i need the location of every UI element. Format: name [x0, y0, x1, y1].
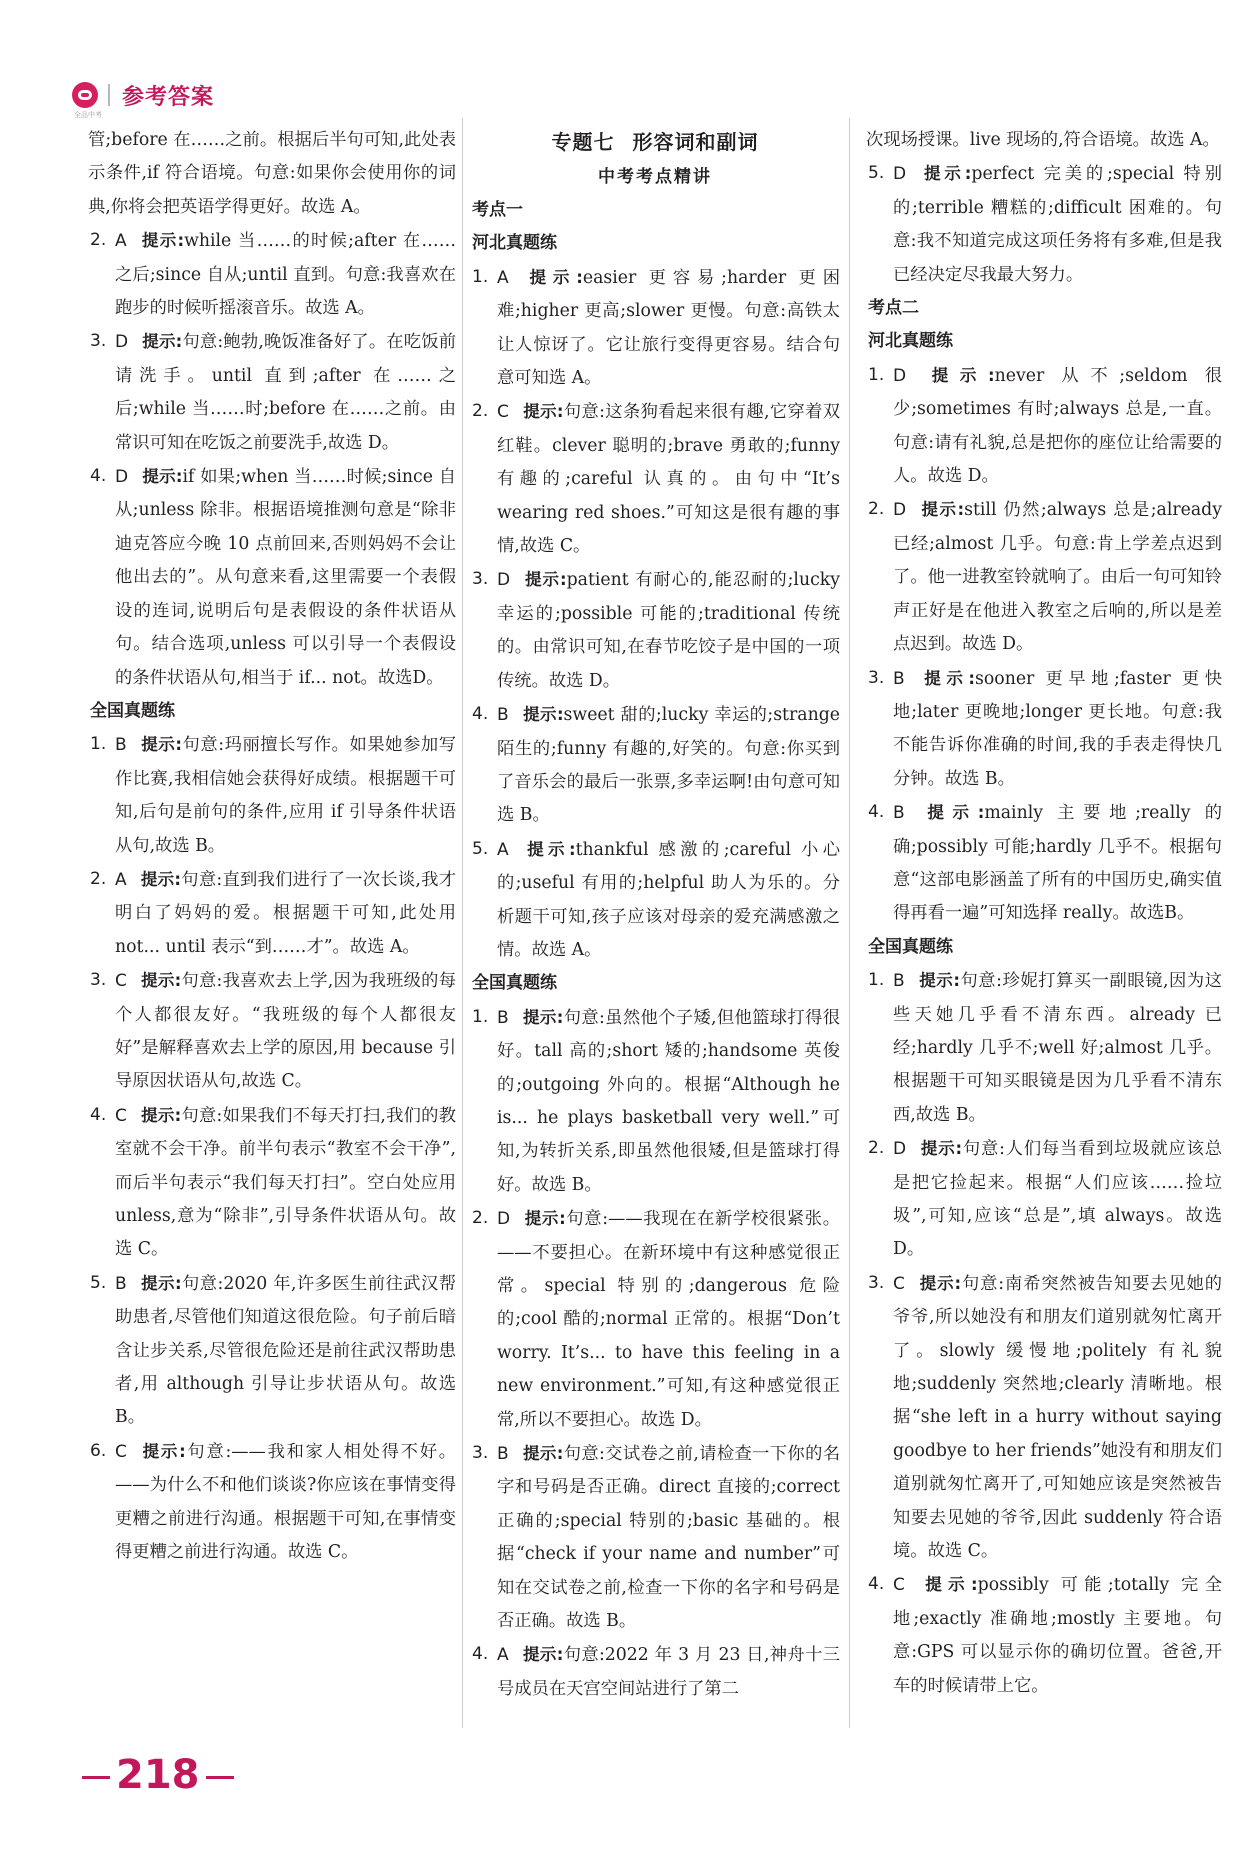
- explanation-text: thankful 感激的;careful 小心的;useful 有用的;helpful 助人为乐的。分析题干可知,孩子应该对母亲的爱充满感激之情。故选 A。: [497, 839, 840, 960]
- question-number: 1.: [868, 364, 885, 385]
- point-heading: 考点二: [868, 298, 919, 319]
- page-number-text: 218: [116, 1752, 200, 1798]
- hint-label: 提示:: [524, 1209, 566, 1229]
- answer-item: [88, 1435, 456, 1570]
- question-number: 1.: [868, 970, 885, 991]
- explanation-text: 句意:南希突然被告知要去见她的爷爷,所以她没有和朋友们道别就匆忙离开了。slowly 缓慢地;politely 有礼貌地;suddenly 突然地;clearly 清晰地。根据“she left in a hurry without saying goodbye to her friends”她没有和朋友们道别就匆忙离开了,可知她应该是突然被告知要去见她的爷爷,因此 suddenly 符合语境。故选 C。: [893, 1273, 1222, 1562]
- answer-item: [470, 1437, 840, 1638]
- hint-label: 提示:: [140, 1441, 186, 1461]
- column-left: [88, 124, 456, 1569]
- answer-item: [470, 563, 840, 698]
- brand-logo-icon: 全品中考: [72, 82, 98, 108]
- section-heading: 全国真题练: [868, 936, 953, 957]
- explanation-text: 句意:——我现在在新学校很紧张。——不要担心。在新环境中有这种感觉很正常。special 特别的;dangerous 危险的;cool 酷的;normal 正常的。根据“Don’t worry. It’s... to have this feeling in a new environment.”可知,有这种感觉很正常,所以不要担心。故选 D。: [497, 1209, 840, 1430]
- hint-label: 提示:: [140, 971, 182, 991]
- hint-label: 提示:: [918, 803, 985, 823]
- answer-item: [866, 1267, 1222, 1569]
- page-header: [72, 78, 215, 119]
- explanation-text: if 如果;when 当……时候;since 自从;unless 除非。根据语境推测句意是“除非迪克答应今晚 10 点前回来,否则妈妈不会让他出去的”。从句意来看,这里需要一个表假设的连词,说明后句是表假设的条件状语从句。结合选项,unless 可以引导一个表假设的条件状语从句,相当于 if... not。故选D。: [115, 467, 456, 688]
- hint-label: 提示:: [522, 1007, 564, 1027]
- question-number: 3.: [868, 667, 885, 688]
- answer-list: [88, 224, 456, 695]
- question-number: 3.: [90, 970, 107, 991]
- explanation-text: 句意:2020 年,许多医生前往武汉帮助患者,尽管他们知道这很危险。句子前后暗含让步关系,尽管很危险还是前往武汉帮助患者,用 although 引导让步状语从句。故选 B。: [115, 1273, 456, 1428]
- answer-choice: D: [497, 570, 511, 591]
- question-number: 1.: [472, 1006, 489, 1027]
- hint-label: 提示:: [140, 1273, 182, 1293]
- question-number: 2.: [472, 1208, 489, 1229]
- question-number: 2.: [90, 230, 107, 251]
- hint-label: 提示:: [142, 332, 183, 352]
- explanation-text: sweet 甜的;lucky 幸运的;strange 陌生的;funny 有趣的,好笑的。句意:你买到了音乐会的最后一张票,多幸运啊!由句意可知选 B。: [497, 705, 840, 826]
- answer-item: [88, 728, 456, 863]
- explanation-text: 句意:2022 年 3 月 23 日,神舟十三号成员在天宫空间站进行了第二: [497, 1645, 840, 1699]
- answer-choice: B: [115, 735, 127, 756]
- question-number: 5.: [90, 1272, 107, 1293]
- answer-choice: C: [497, 402, 509, 423]
- hint-label: 提示:: [140, 869, 182, 889]
- answer-choice: A: [115, 231, 127, 252]
- question-number: 3.: [868, 1272, 885, 1293]
- answer-choice: C: [893, 1273, 905, 1294]
- answer-list: [866, 964, 1222, 1703]
- answer-choice: A: [497, 267, 509, 288]
- answer-item: [866, 1132, 1222, 1267]
- section-heading: 河北真题练: [472, 233, 557, 254]
- answer-item: [470, 698, 840, 833]
- explanation-text: easier 更容易;harder 更困难;higher 更高;slower 更慢。句意:高铁太让人惊讶了。它让旅行变得更容易。结合句意可知选 A。: [497, 267, 840, 389]
- answer-choice: B: [497, 705, 509, 726]
- question-number: 4.: [472, 1644, 489, 1665]
- point-heading: 考点一: [472, 200, 523, 220]
- page-number-dash: [206, 1776, 234, 1779]
- explanation-text: patient 有耐心的,能忍耐的;lucky 幸运的;possible 可能的;traditional 传统的。由常识可知,在春节吃饺子是中国的一项传统。故选 D。: [497, 570, 840, 691]
- answer-item: [866, 662, 1222, 797]
- hint-label: 提示:: [918, 668, 976, 688]
- answer-list: [470, 261, 840, 968]
- question-number: 4.: [90, 1104, 107, 1125]
- hint-label: 提示:: [140, 231, 185, 251]
- question-number: 2.: [868, 1138, 885, 1159]
- answer-choice: B: [497, 1444, 509, 1465]
- header-divider: [108, 84, 110, 106]
- explanation-text: 句意:人们每当看到垃圾就应该总是把它捡起来。根据“人们应该……捡垃圾”,可知,应该“总是”,填 always。故选 D。: [893, 1139, 1222, 1260]
- hint-label: 提示:: [918, 1273, 962, 1293]
- question-number: 3.: [90, 331, 107, 352]
- answer-item: [88, 1099, 456, 1267]
- question-number: 2.: [90, 868, 107, 889]
- hint-label: 提示:: [920, 500, 965, 520]
- answer-item: [88, 964, 456, 1099]
- answer-choice: D: [893, 365, 907, 386]
- question-number: 5.: [472, 838, 489, 859]
- section-heading: 全国真题练: [90, 700, 175, 721]
- explanation-text: possibly 可能;totally 完全地;exactly 准确地;mostly 主要地。句意:GPS 可以显示你的确切位置。爸爸,开车的时候请带上它。: [893, 1575, 1222, 1696]
- answer-choice: C: [115, 971, 127, 992]
- column-right: [866, 124, 1222, 1703]
- explanation-text: sooner 更早地;faster 更快地;later 更晚地;longer 更长地。句意:我不能告诉你准确的时间,我的手表走得快几分钟。故选 B。: [893, 668, 1222, 789]
- page-number: [76, 1752, 240, 1798]
- answer-list: [866, 157, 1222, 292]
- answer-item: [470, 1001, 840, 1202]
- answer-choice: B: [893, 803, 905, 824]
- answer-list: [88, 728, 456, 1569]
- section-heading: 河北真题练: [868, 331, 953, 352]
- column-divider: [849, 118, 850, 1728]
- hint-label: 提示:: [522, 1444, 564, 1464]
- hint-label: 提示:: [522, 839, 576, 859]
- explanation-text: 句意:我喜欢去上学,因为我班级的每个人都很友好。“我班级的每个人都很友好”是解释喜欢去上学的原因,用 because 引导原因状语从句,故选 C。: [115, 971, 456, 1092]
- answer-choice: C: [115, 1441, 127, 1462]
- chapter-title: 专题七 形容词和副词: [551, 130, 759, 154]
- answer-item: [866, 493, 1222, 661]
- answer-list: [470, 1001, 840, 1707]
- answer-item: [470, 261, 840, 396]
- question-number: 4.: [868, 1574, 885, 1595]
- question-number: 4.: [868, 802, 885, 823]
- question-number: 4.: [90, 466, 107, 487]
- continuation-text: 管;before 在……之前。根据后半句可知,此处表示条件,if 符合语境。句意:如果你会使用你的词典,你将会把英语学得更好。故选 A。: [88, 130, 456, 217]
- question-number: 5.: [868, 163, 885, 184]
- page-header-title: 参考答案: [122, 84, 215, 110]
- explanation-text: 句意:直到我们进行了一次长谈,我才明白了妈妈的爱。根据题干可知,此处用 not... until 表示“到……才”。故选 A。: [115, 869, 456, 957]
- question-number: 1.: [472, 266, 489, 287]
- explanation-text: mainly 主要地;really 的确;possibly 可能;hardly 几乎不。根据句意“这部电影涵盖了所有的中国历史,确实值得再看一遍”可知选择 really。故选B。: [893, 803, 1222, 924]
- answer-choice: B: [893, 971, 905, 992]
- explanation-text: 句意:交试卷之前,请检查一下你的名字和号码是否正确。direct 直接的;correct 正确的;special 特别的;basic 基础的。根据“check if your name and number”可知在交试卷之前,检查一下你的名字和号码是否正确。故选 B。: [497, 1444, 840, 1632]
- explanation-text: 句意:这条狗看起来很有趣,它穿着双红鞋。clever 聪明的;brave 勇敢的;funny 有趣的;careful 认真的。由句中“It’s wearing red shoes.”可知这是很有趣的事情,故选 C。: [497, 402, 840, 557]
- answer-choice: D: [893, 164, 907, 185]
- continuation-text: 次现场授课。live 现场的,符合语境。故选 A。: [866, 130, 1220, 150]
- answer-choice: D: [115, 467, 129, 488]
- explanation-text: never 从不;seldom 很少;sometimes 有时;always 总是,一直。句意:请有礼貌,总是把你的座位让给需要的人。故选 D。: [893, 365, 1222, 487]
- answer-choice: D: [115, 332, 129, 353]
- answer-item: [866, 359, 1222, 494]
- explanation-text: 句意:玛丽擅长写作。如果她参加写作比赛,我相信她会获得好成绩。根据题干可知,后句是前句的条件,应用 if 引导条件状语从句,故选 B。: [115, 735, 456, 856]
- column-divider: [462, 118, 463, 1728]
- answer-item: [470, 833, 840, 968]
- hint-label: 提示:: [522, 402, 564, 422]
- answer-item: [88, 1267, 456, 1435]
- explanation-text: 句意:如果我们不每天打扫,我们的教室就不会干净。前半句表示“教室不会干净”,而后半句表示“我们每天打扫”。空白处应用 unless,意为“除非”,引导条件状语从句。故选 C。: [115, 1105, 456, 1260]
- hint-label: 提示:: [522, 705, 564, 725]
- explanation-text: still 仍然;always 总是;already 已经;almost 几乎。句意:肯上学差点迟到了。他一进教室铃就响了。由后一句可知铃声正好是在他进入教室之后响的,所以是差点迟到。故选 D。: [893, 500, 1222, 655]
- hint-label: 提示:: [140, 735, 182, 755]
- chapter-subtitle: 中考考点精讲: [598, 167, 712, 187]
- answer-item: [866, 157, 1222, 292]
- answer-item: [866, 796, 1222, 931]
- hint-label: 提示:: [522, 267, 583, 287]
- answer-item: [470, 1638, 840, 1706]
- hint-label: 提示:: [142, 467, 183, 487]
- answer-choice: C: [893, 1575, 905, 1596]
- explanation-text: perfect 完美的;special 特别的;terrible 糟糕的;difficult 困难的。句意:我不知道完成这项任务将有多难,但是我已经决定尽我最大努力。: [893, 164, 1222, 285]
- answer-item: [88, 460, 456, 695]
- answer-item: [470, 395, 840, 563]
- answer-choice: C: [115, 1105, 127, 1126]
- answer-list: [866, 359, 1222, 931]
- question-number: 2.: [472, 401, 489, 422]
- answer-choice: A: [115, 869, 127, 890]
- answer-choice: D: [497, 1209, 511, 1230]
- answer-item: [88, 224, 456, 325]
- explanation-text: 句意:——我和家人相处得不好。——为什么不和他们谈谈?你应该在事情变得更糟之前进行沟通。根据题干可知,在事情变得更糟之前进行沟通。故选 C。: [115, 1441, 456, 1563]
- question-number: 3.: [472, 1443, 489, 1464]
- answer-item: [88, 863, 456, 964]
- explanation-text: 句意:鲍勃,晚饭准备好了。在吃饭前请洗手。until 直到;after 在……之后;while 当……时;before 在……之前。由常识可知在吃饭之前要洗手,故选 D。: [115, 332, 456, 453]
- explanation-text: 句意:珍妮打算买一副眼镜,因为这些天她几乎看不清东西。already 已经;hardly 几乎不;well 好;almost 几乎。根据题干可知买眼镜是因为几乎看不清东西,故选 B。: [893, 971, 1222, 1125]
- hint-label: 提示:: [140, 1105, 182, 1125]
- answer-item: [88, 325, 456, 460]
- section-heading: 全国真题练: [472, 973, 557, 994]
- hint-label: 提示:: [918, 971, 960, 991]
- column-middle: [470, 124, 840, 1706]
- answer-choice: B: [893, 668, 905, 689]
- question-number: 4.: [472, 704, 489, 725]
- page-number-dash: [82, 1776, 110, 1779]
- hint-label: 提示:: [920, 164, 972, 184]
- question-number: 3.: [472, 569, 489, 590]
- answer-choice: A: [497, 1645, 509, 1666]
- hint-label: 提示:: [918, 1575, 978, 1595]
- hint-label: 提示:: [522, 1645, 564, 1665]
- answer-choice: A: [497, 839, 509, 860]
- explanation-text: 句意:虽然他个子矮,但他篮球打得很好。tall 高的;short 矮的;handsome 英俊的;outgoing 外向的。根据“Although he is... he plays basketball very well.”可知,为转折关系,即虽然他很矮,但是篮球打得好。故选 B。: [497, 1007, 840, 1195]
- hint-label: 提示:: [920, 365, 995, 385]
- answer-choice: D: [893, 500, 907, 521]
- hint-label: 提示:: [524, 570, 567, 590]
- explanation-text: while 当……的时候;after 在……之后;since 自从;until 直到。句意:我喜欢在跑步的时候听摇滚音乐。故选 A。: [115, 231, 456, 319]
- answer-choice: B: [115, 1273, 127, 1294]
- question-number: 2.: [868, 499, 885, 520]
- question-number: 6.: [90, 1440, 107, 1461]
- answer-item: [866, 964, 1222, 1132]
- hint-label: 提示:: [920, 1139, 963, 1159]
- answer-choice: D: [893, 1139, 907, 1160]
- answer-item: [866, 1568, 1222, 1703]
- question-number: 1.: [90, 734, 107, 755]
- answer-item: [470, 1202, 840, 1437]
- answer-choice: B: [497, 1007, 509, 1028]
